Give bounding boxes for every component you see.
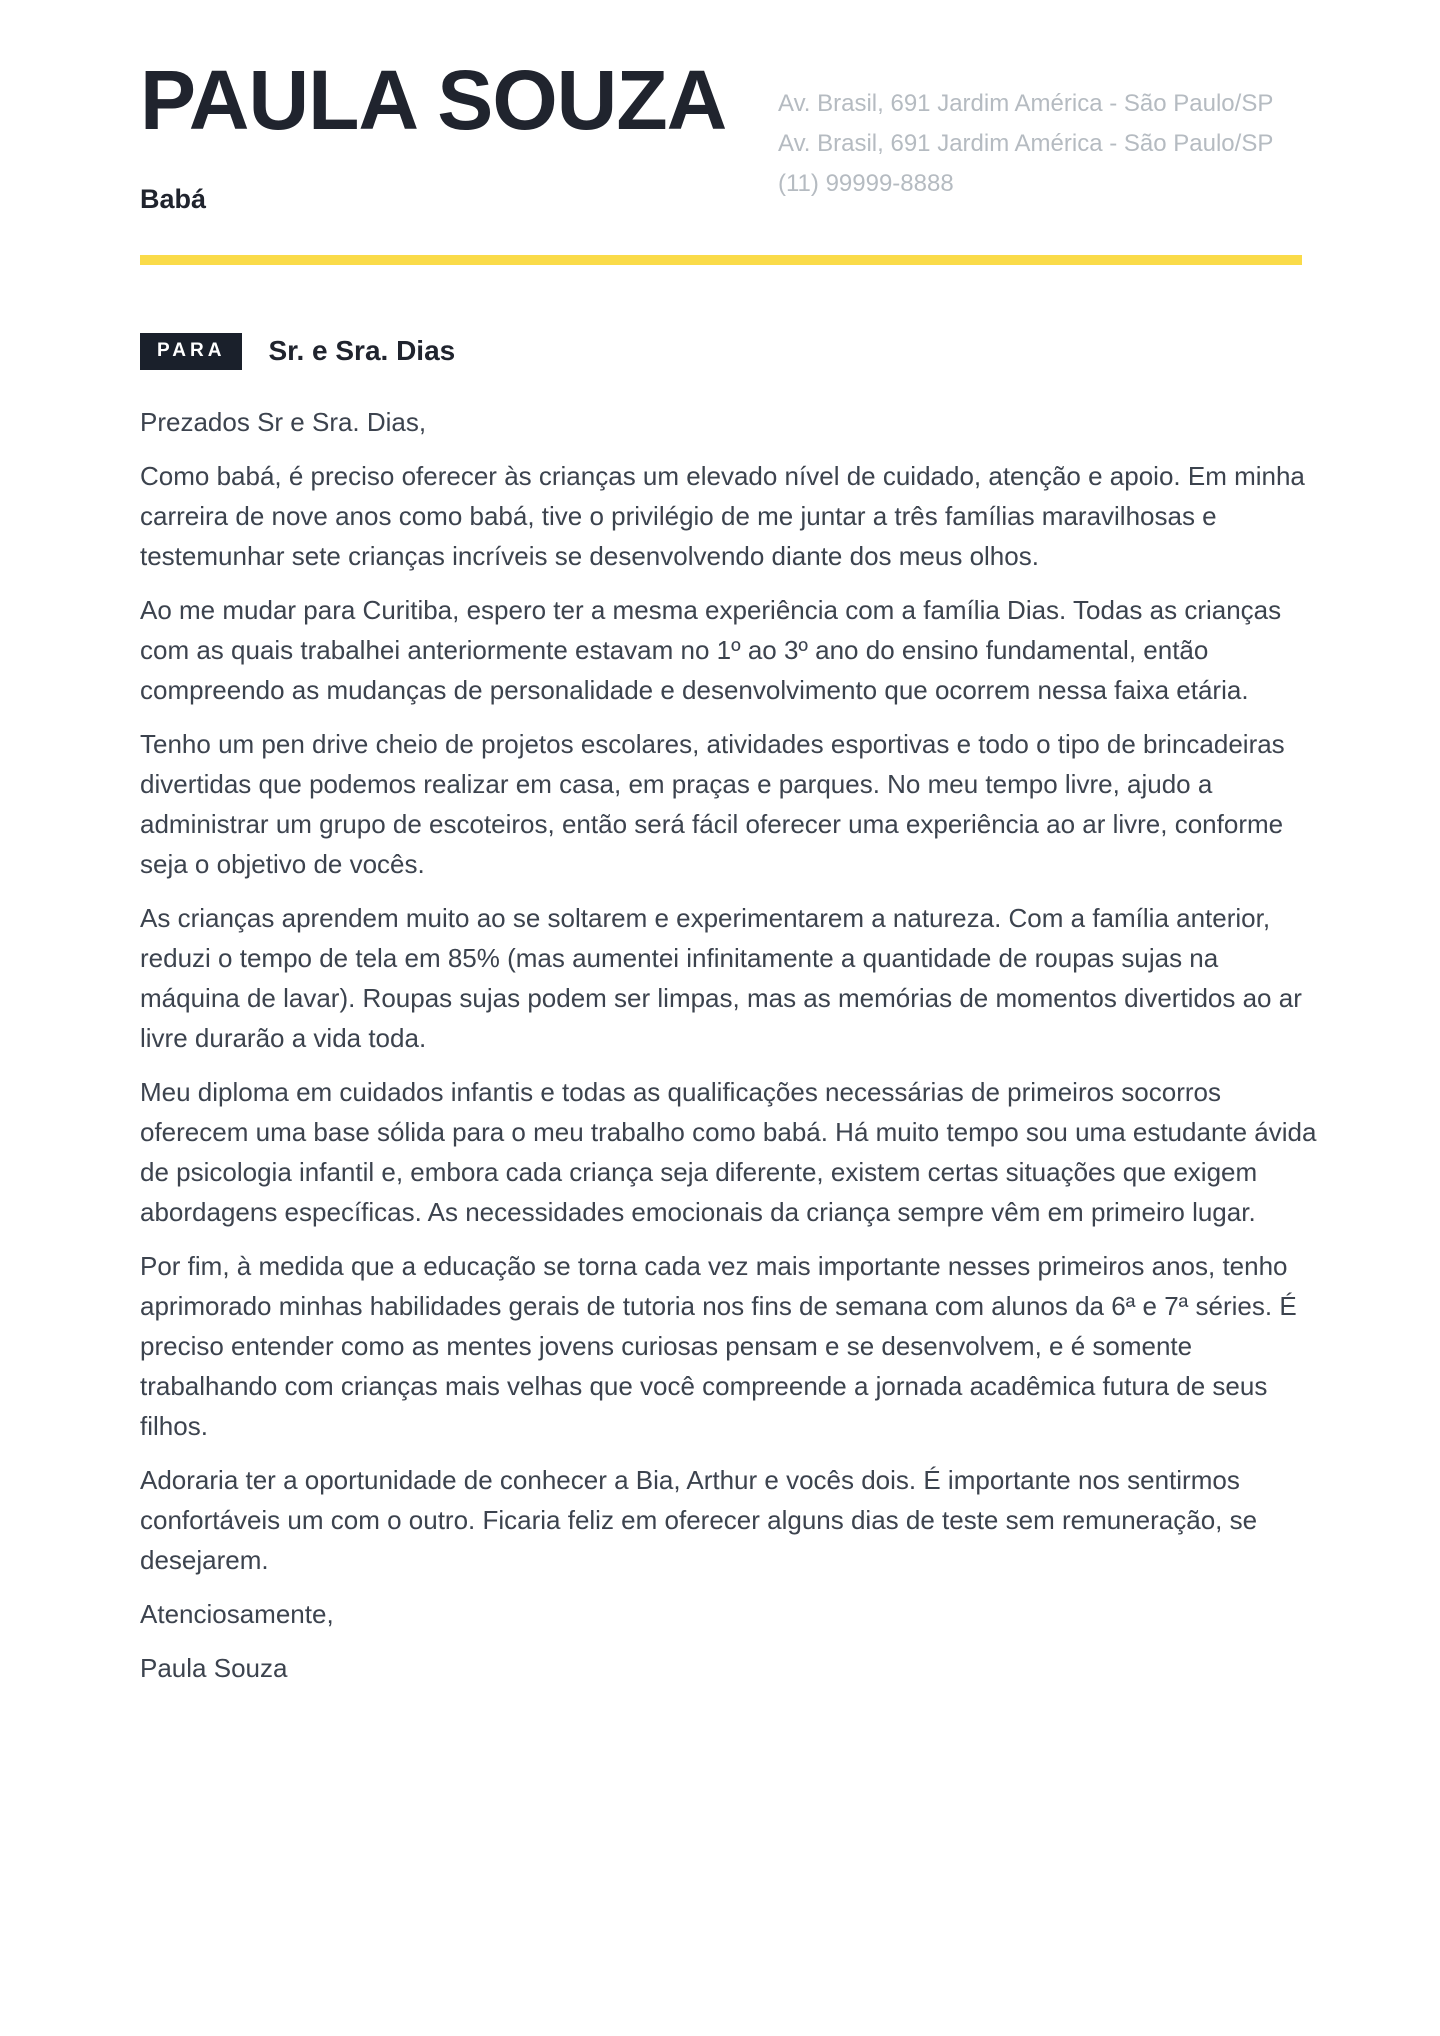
letter-paragraph: Ao me mudar para Curitiba, espero ter a mesma experiência com a família Dias. Todas as crianças com as quais trabalhei anteriormente estavam no 1º ao 3º ano do ensino fundamental, então compreendo as mudanças de personalidade e desenvolvimento que ocorrem nessa faixa etária. (140, 594, 1282, 705)
salutation: Prezados Sr e Sra. Dias, (140, 406, 427, 437)
letter-paragraph: Tenho um pen drive cheio de projetos escolares, atividades esportivas e todo o tipo de brincadeiras divertidas que podemos realizar em casa, em praças e parques. No meu tempo livre, ajudo a administrar um grupo de escoteiros, então será fácil oferecer uma experiência ao ar livre, conforme seja o objetivo de vocês. (140, 728, 1285, 879)
contact-info (778, 84, 1273, 204)
letter-body (140, 402, 1320, 1688)
recipient-label-badge: PARA (140, 333, 242, 370)
recipient-row (140, 333, 1320, 370)
accent-divider (140, 255, 1302, 265)
letter-paragraph: Por fim, à medida que a educação se torna cada vez mais importante nesses primeiros anos, tenho aprimorado minhas habilidades gerais de tutoria nos fins de semana com alunos da 6ª e 7ª séries. É preciso entender como as mentes jovens curiosas pensam e se desenvolvem, e é somente trabalhando com crianças mais velhas que você compreende a jornada acadêmica futura de seus filhos. (140, 1250, 1297, 1441)
closing: Atenciosamente, (140, 1598, 334, 1629)
letter-paragraph: Como babá, é preciso oferecer às crianças um elevado nível de cuidado, atenção e apoio. Em minha carreira de nove anos como babá, tive o privilégio de me juntar a três famílias maravilhosas e testemunhar sete crianças incríveis se desenvolvendo diante dos meus olhos. (140, 460, 1305, 571)
letter-paragraph: As crianças aprendem muito ao se soltarem e experimentarem a natureza. Com a família anterior, reduzi o tempo de tela em 85% (mas aumentei infinitamente a quantidade de roupas sujas na máquina de lavar). Roupas sujas podem ser limpas, mas as memórias de momentos divertidos ao ar livre durarão a vida toda. (140, 902, 1302, 1053)
contact-address-line-2: Av. Brasil, 691 Jardim América - São Paulo/SP (778, 130, 1274, 157)
candidate-name: PAULA SOUZA (140, 53, 727, 147)
signature: Paula Souza (140, 1652, 288, 1683)
candidate-job-title: Babá (140, 183, 207, 214)
contact-address-line-1: Av. Brasil, 691 Jardim América - São Paulo/SP (778, 90, 1274, 117)
letter-header (140, 0, 1320, 217)
letter-paragraph: Meu diploma em cuidados infantis e todas as qualificações necessárias de primeiros socorros oferecem uma base sólida para o meu trabalho como babá. Há muito tempo sou uma estudante ávida de psicologia infantil e, embora cada criança seja diferente, existem certas situações que exigem abordagens específicas. As necessidades emocionais da criança sempre vêm em primeiro lugar. (140, 1076, 1317, 1227)
contact-phone: (11) 99999-8888 (778, 170, 954, 197)
recipient-name: Sr. e Sra. Dias (268, 335, 456, 367)
letter-paragraph: Adoraria ter a oportunidade de conhecer a Bia, Arthur e vocês dois. É importante nos sentirmos confortáveis um com o outro. Ficaria feliz em oferecer alguns dias de teste sem remuneração, se desejarem. (140, 1464, 1258, 1575)
